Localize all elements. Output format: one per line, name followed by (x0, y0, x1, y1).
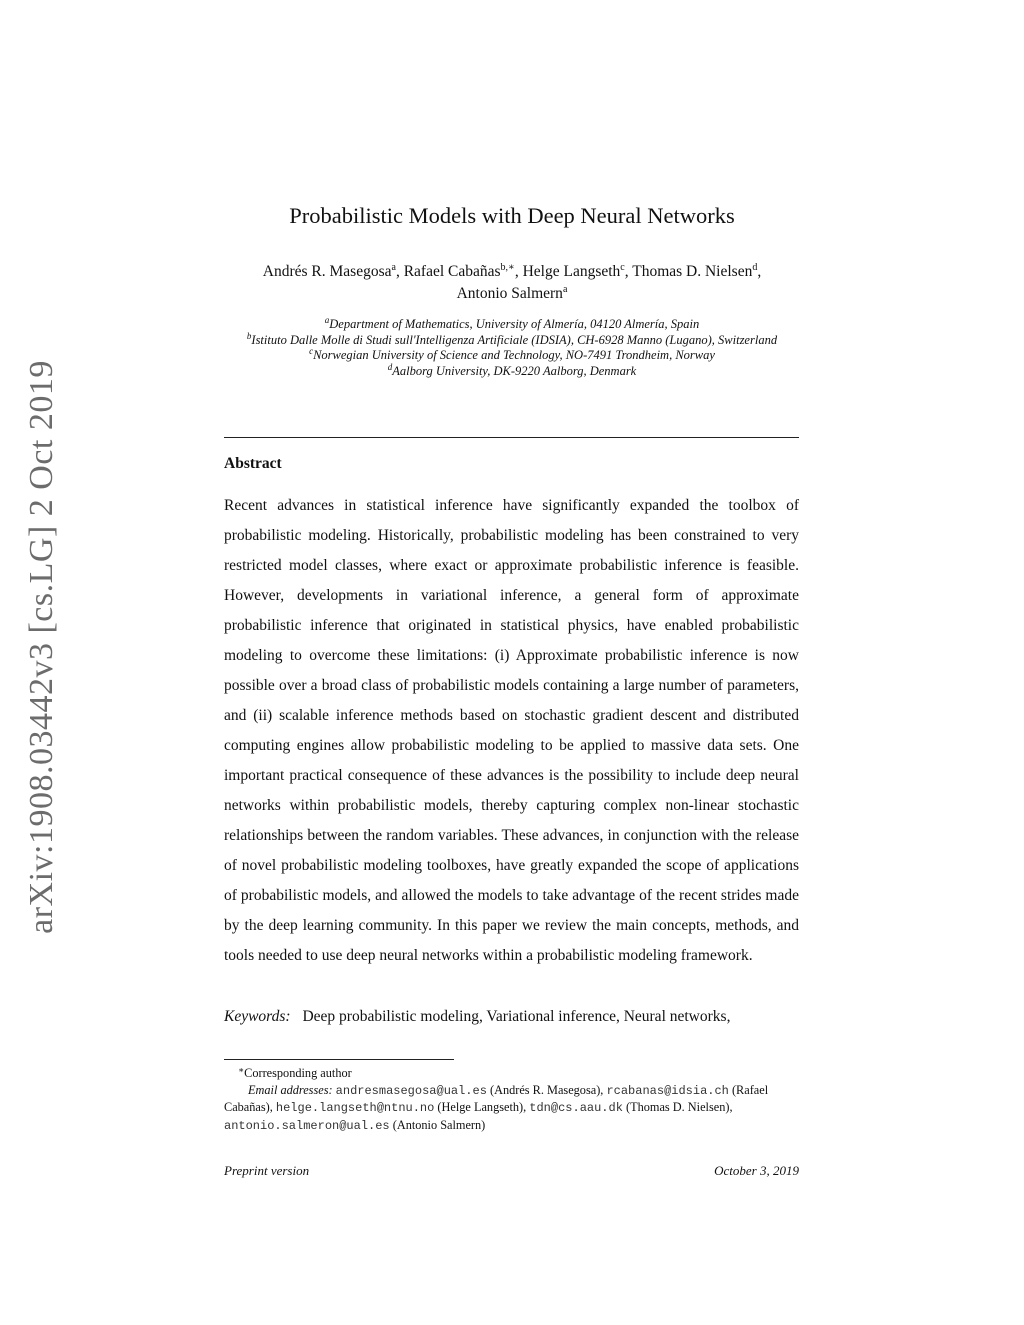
affiliation-item (0, 317, 1024, 333)
email-link[interactable]: antonio.salmeron@ual.es (224, 1118, 390, 1133)
email-owner: (Helge Langseth), (437, 1100, 527, 1114)
affiliation-item (0, 330, 1024, 349)
affiliation-mark: a (324, 315, 330, 325)
footnote-rule (224, 1059, 454, 1060)
affiliation-mark: d (387, 362, 393, 373)
abstract-top-rule (224, 437, 799, 438)
keywords-text: Deep probabilistic modeling, Variational inference, Neural networks, (302, 1008, 731, 1025)
author-affiliation-mark: d (752, 262, 758, 273)
author-list: Andrés R. Masegosa$^a$, Rafael Cabañas$^{b,∗}$, Helge Langseth$^c$, Thomas D. Nielsen$^d$, Antonio Salmern$^a$ (262, 262, 762, 302)
preprint-label: Preprint version (224, 1163, 310, 1178)
author-affiliation-mark: c (620, 262, 625, 273)
abstract-heading: Abstract (224, 455, 282, 472)
email-link[interactable]: helge.langseth@ntnu.no (275, 1101, 435, 1115)
affiliation-text: Norwegian University of Science and Technology, NO-7491 Trondheim, Norway (313, 348, 715, 363)
corresponding-author-note (224, 1065, 799, 1082)
affiliation-mark: c (309, 346, 314, 357)
email-owner: (Andrés R. Masegosa), (489, 1082, 604, 1097)
author-name: Antonio Salmern (456, 285, 563, 302)
corresponding-author-text: Corresponding author (244, 1066, 352, 1080)
preprint-date: October 3, 2019 (714, 1163, 799, 1178)
affiliation-mark: b (246, 330, 252, 341)
affiliation-item (0, 364, 1024, 380)
email-owner: (Thomas D. Nielsen), (625, 1100, 733, 1114)
affiliation-text: Istituto Dalle Molle di Studi sull'Intelligenza Artificiale (IDSIA), CH-6928 Manno (Lugano), Switzerland (251, 332, 778, 347)
affiliation-item (0, 348, 1024, 364)
author-name: Andrés R. Masegosa (262, 263, 392, 280)
author-name: Helge Langseth (522, 263, 621, 280)
paper-title: Probabilistic Models with Deep Neural Networks (289, 203, 735, 228)
author-name: Rafael Cabañas (403, 263, 501, 280)
keywords-label: Keywords: (224, 1008, 291, 1025)
author-affiliation-mark: a (562, 284, 568, 295)
author-affiliation-mark: b,∗ (500, 262, 515, 273)
email-link[interactable]: andresmasegosa@ual.es (335, 1083, 487, 1098)
arxiv-identifier: arXiv:1908.03442v3 [cs.LG] 2 Oct 2019 (23, 360, 60, 934)
affiliation-text: Aalborg University, DK-9220 Aalborg, Denmark (392, 364, 637, 379)
footnote-star: ∗ (238, 1065, 245, 1075)
email-owner: (Antonio Salmern) (392, 1117, 486, 1132)
author-name: Thomas D. Nielsen (632, 263, 753, 280)
email-owner: (Rafael Cabañas), (224, 1082, 769, 1114)
abstract-body: Recent advances in statistical inference have significantly expanded the toolbox of probabilistic modeling. Historically, probabilistic modeling has been constrained to very restricted model classes, where exact or approximate probabilistic inference is feasible. However, developments in variational inference, a general form of approximate probabilistic inference that originated in statistical physics, have enabled probabilistic modeling to overcome these limitations: (i) Approximate probabilistic inference is now possible over a broad class of probabilistic models containing a large number of parameters, and (ii) scalable inference methods based on stochastic gradient descent and distributed computing engines allow probabilistic modeling to be applied to massive data sets. One important practical consequence of these advances is the possibility to include deep neural networks within probabilistic models, thereby capturing complex non-linear stochastic relationships between the random variables. These advances, in conjunction with the release of novel probabilistic modeling toolboxes, have greatly expanded the scope of applications of probabilistic models, and allowed the models to take advantage of the recent strides made by the deep learning community. In this paper we review the main concepts, methods, and tools needed to use deep neural networks within a probabilistic modeling framework. (224, 497, 799, 964)
email-label (224, 1083, 333, 1097)
author-affiliation-mark: a (391, 262, 396, 273)
email-link[interactable]: tdn@cs.aau.dk (529, 1101, 623, 1115)
footnote (224, 1065, 799, 1134)
email-label-text: Email addresses: (248, 1082, 333, 1097)
affiliation-list (0, 317, 1024, 380)
affiliation-text: Department of Mathematics, University of Almería, 04120 Almería, Spain (329, 317, 700, 331)
email-link[interactable]: rcabanas@idsia.ch (606, 1083, 729, 1098)
keywords-line (224, 1008, 799, 1026)
